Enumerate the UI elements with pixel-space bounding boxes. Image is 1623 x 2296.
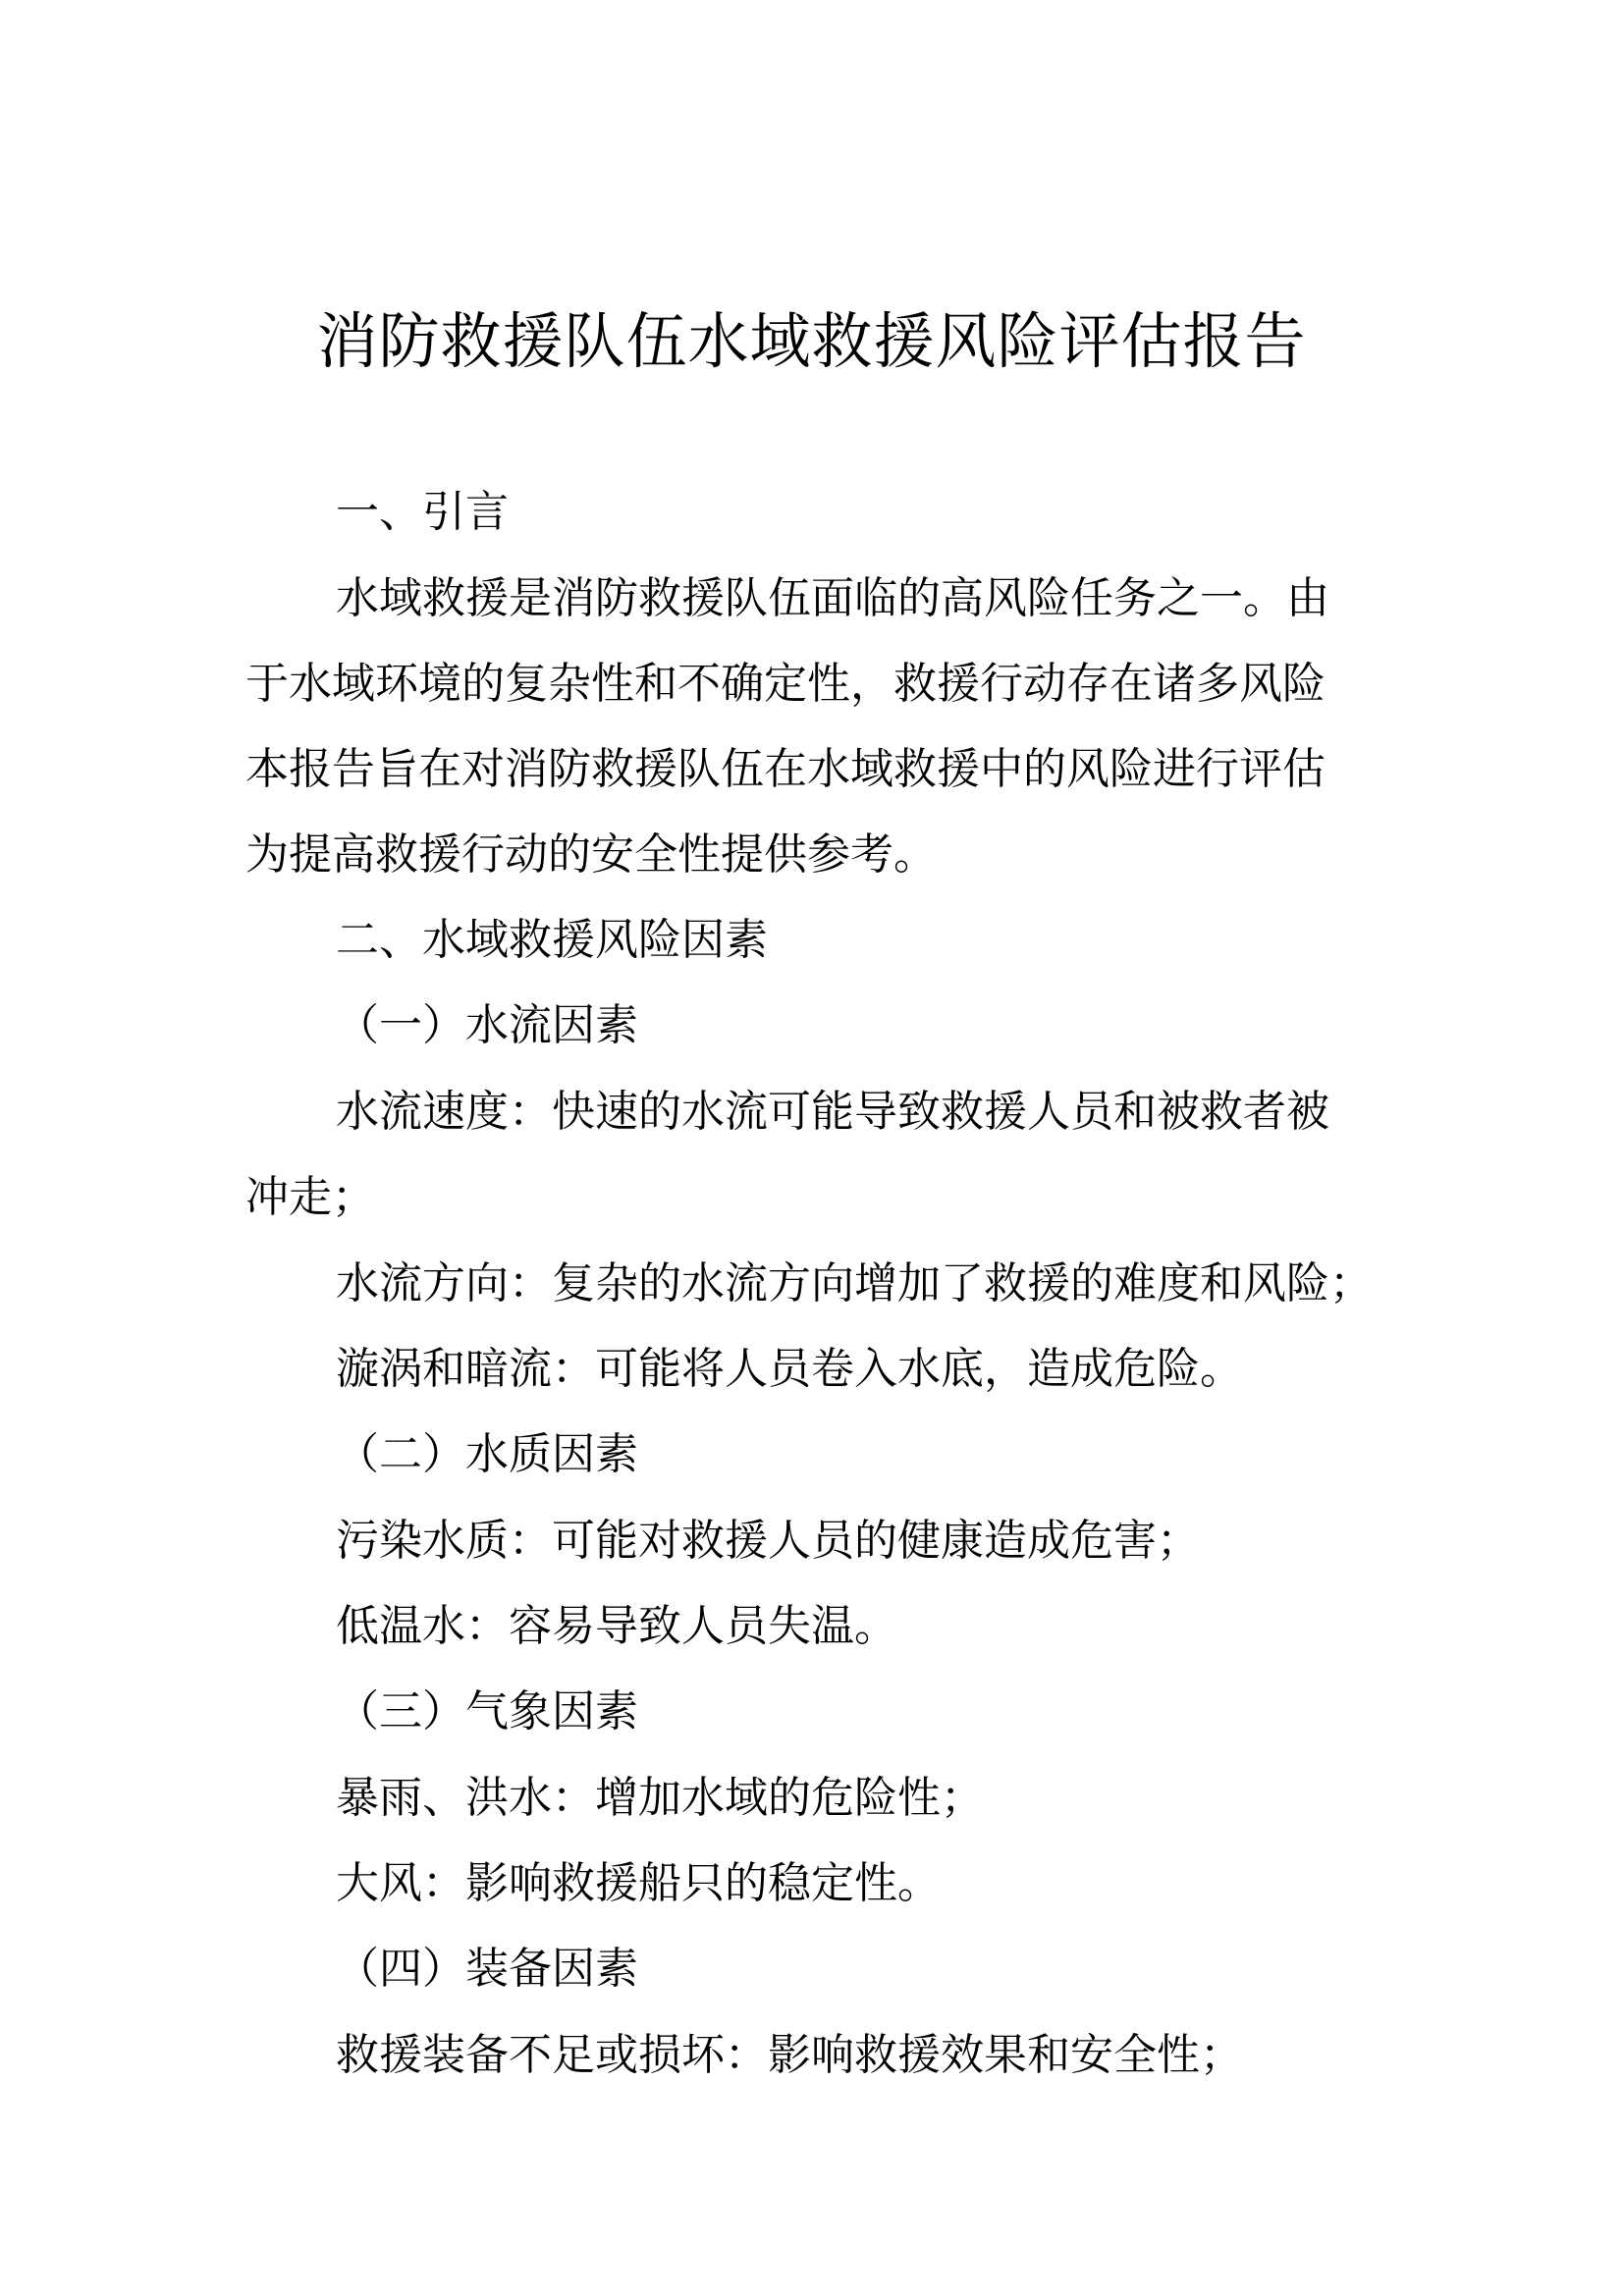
paragraph-line: 低温水：容易导致人员失温。 <box>336 1601 897 1651</box>
section-heading-intro: 一、引言 <box>336 487 509 537</box>
subsection-heading-water-flow: （一）水流因素 <box>336 1000 638 1050</box>
subsection-heading-equipment: （四）装备因素 <box>336 1944 638 1994</box>
paragraph-line: 大风：影响救援船只的稳定性。 <box>336 1858 941 1908</box>
section-heading-risk-factors: 二、水域救援风险因素 <box>336 915 768 965</box>
paragraph-line: 水流速度：快速的水流可能导致救援人员和被救者被 <box>336 1087 1329 1137</box>
subsection-heading-weather: （三）气象因素 <box>336 1686 638 1736</box>
paragraph-line: 救援装备不足或损坏：影响救援效果和安全性； <box>336 2030 1243 2080</box>
paragraph-line: 为提高救援行动的安全性提供参考。 <box>245 829 937 880</box>
paragraph-line: 本报告旨在对消防救援队伍在水域救援中的风险进行评估 <box>245 744 1325 794</box>
paragraph-line: 污染水质：可能对救援人员的健康造成危害； <box>336 1516 1200 1566</box>
paragraph-line: 漩涡和暗流：可能将人员卷入水底，造成危险。 <box>336 1344 1243 1394</box>
paragraph-line: 水域救援是消防救援队伍面临的高风险任务之一。由 <box>336 573 1329 623</box>
paragraph-line: 于水域环境的复杂性和不确定性，救援行动存在诸多风险 <box>245 659 1325 709</box>
document-title: 消防救援队伍水域救援风险评估报告 <box>316 305 1307 377</box>
paragraph-line: 冲走； <box>245 1172 375 1222</box>
paragraph-line: 水流方向：复杂的水流方向增加了救援的难度和风险； <box>336 1258 1373 1308</box>
subsection-heading-water-quality: （二）水质因素 <box>336 1429 638 1479</box>
paragraph-line: 暴雨、洪水：增加水域的危险性； <box>336 1773 984 1823</box>
